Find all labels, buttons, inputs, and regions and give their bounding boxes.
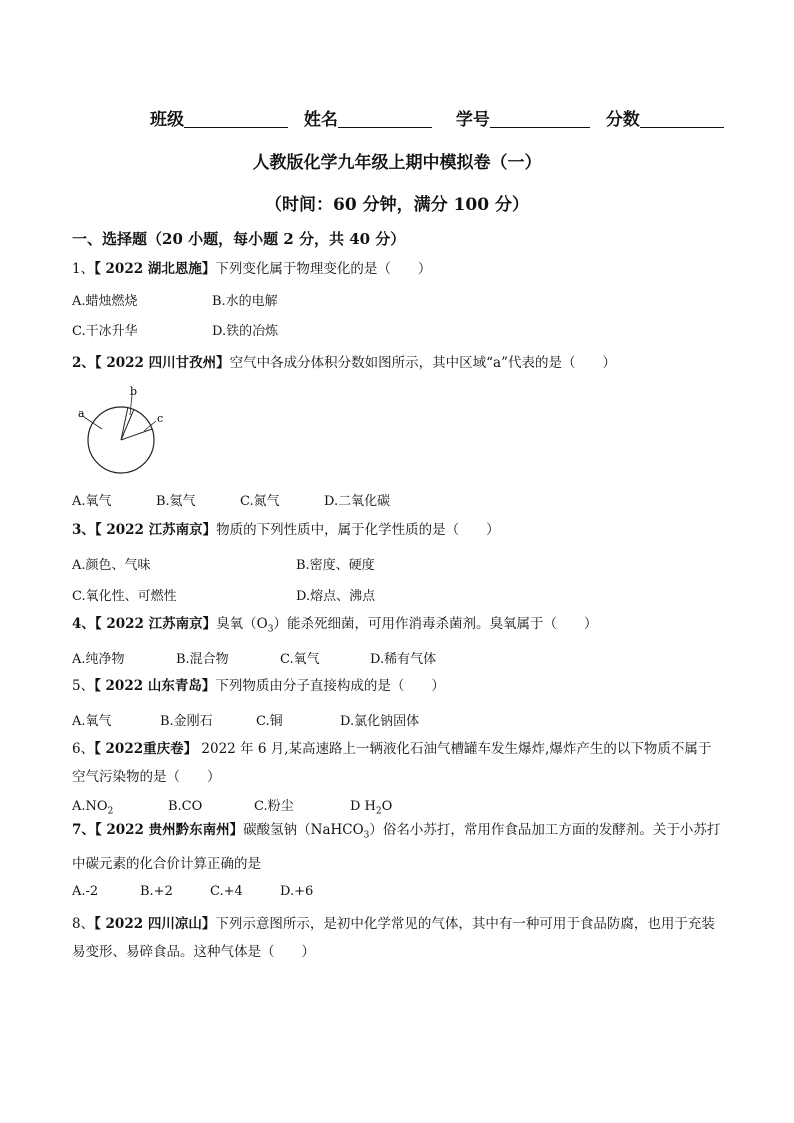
name-label: 姓名 [303,110,338,130]
question-stem: 空气中各成分体积分数如图所示，其中区域“a”代表的是（ ） [229,355,616,371]
option-a: A.-2 [72,884,99,899]
question-3 [72,516,732,544]
option-b: B.CO [168,799,203,814]
section-title: 一、选择题（20 小题，每小题 2 分，共 40 分） [72,230,406,248]
option-a-subscript: 2 [107,806,114,817]
option-a-text: A.NO [72,799,108,814]
name-blank [338,109,432,128]
option-b: B.水的电解 [212,294,278,309]
question-source: 【 2022 四川凉山】 [94,916,216,932]
question-stem-part-1: 臭氧（O [216,616,268,632]
option-d-text: D H [350,799,376,814]
question-7 [72,816,732,878]
option-c: C.氮气 [240,494,280,509]
option-a: A.颜色、气味 [72,558,151,573]
question-source: 【 2022 贵州黔东南州】 [94,822,244,838]
question-8 [72,910,732,966]
option-d-tail: O [381,799,393,814]
question-1-options-row-1 [72,290,278,309]
question-stem-line-1: 2022 年 6 月,某高速路上一辆液化石油气槽罐车发生爆炸,爆炸产生的以下物质不属于 [197,741,712,757]
question-source: 【 2022 四川甘孜州】 [94,355,230,371]
student-id-label: 学号 [455,110,490,130]
question-number: 1、 [72,261,95,277]
question-number: 6、 [72,741,95,757]
question-4-options [72,648,436,667]
class-field [150,105,288,130]
option-d: D.+6 [280,884,314,899]
subscript: 3 [267,624,274,635]
question-number: 4、 [72,616,95,632]
label-a-leader [84,417,102,429]
option-a: A.氧气 [72,494,112,509]
option-d: D.二氧化碳 [324,494,391,509]
score-label: 分数 [605,110,640,130]
question-5-options [72,710,419,729]
page-subtitle: （时间：60 分钟，满分 100 分） [265,195,529,215]
question-source: 【 2022 山东青岛】 [94,678,216,694]
option-c: C.铜 [256,714,283,729]
class-label: 班级 [150,110,184,130]
label-c: c [157,412,164,425]
option-c: C.氧化性、可燃性 [72,589,177,604]
question-source: 【 2022重庆卷】 [94,741,198,757]
question-stem-line-2: 中碳元素的化合价计算正确的是 [72,855,261,872]
pie-sector-line-1 [121,407,128,440]
name-field [304,105,432,130]
subscript: 3 [363,830,370,841]
option-b: B.+2 [140,884,173,899]
question-number: 7、 [72,822,95,838]
question-number: 3、 [72,522,95,538]
option-d [350,799,392,817]
pie-sector-line-2 [121,409,134,440]
class-blank [184,109,288,128]
question-stem: 下列物质由分子直接构成的是（ ） [215,678,445,694]
question-3-options-row-1 [72,554,375,573]
question-stem: 物质的下列性质中，属于化学性质的是（ ） [216,522,500,538]
option-d: D.铁的冶炼 [212,324,279,339]
score-blank [640,109,724,128]
option-b: B.混合物 [176,652,229,667]
option-c: C.粉尘 [254,799,294,814]
student-info-row [150,105,750,130]
question-2-options [72,490,390,509]
page-title: 人教版化学九年级上期中模拟卷（一） [252,153,542,173]
option-d: D.氯化钠固体 [340,714,420,729]
label-b-leader [130,395,132,415]
label-a: a [78,407,85,420]
student-id-field [456,105,590,130]
question-stem-part-2: ）俗名小苏打，常用作食品加工方面的发酵剂。关于小苏打 [369,822,721,838]
question-1-options-row-2 [72,320,278,339]
option-d-subscript: 2 [375,806,382,817]
option-a: A.氧气 [72,714,112,729]
option-a [72,799,168,817]
option-d: D.熔点、沸点 [296,589,376,604]
question-6-options [72,795,392,817]
question-3-options-row-2 [72,585,375,604]
option-b: B.金刚石 [160,714,213,729]
pie-sector-line-3 [121,429,152,440]
question-7-options [72,884,313,899]
option-b: B.密度、硬度 [296,558,375,573]
question-2 [72,349,732,377]
question-5 [72,672,732,700]
student-id-blank [490,109,590,128]
option-d: D.稀有气体 [370,652,437,667]
option-c: C.氧气 [280,652,320,667]
option-c: C.干冰升华 [72,324,138,339]
question-number: 5、 [72,678,95,694]
question-6 [72,735,732,791]
question-source: 【 2022 江苏南京】 [94,522,217,538]
air-composition-figure [74,385,174,480]
question-stem-line-1: 下列示意图所示，是初中化学常见的气体，其中有一种可用于食品防腐，也用于充装 [215,916,715,932]
option-b: B.氦气 [156,494,196,509]
option-a: A.纯净物 [72,652,125,667]
option-a: A.蜡烛燃烧 [72,294,138,309]
question-stem-part-2: ）能杀死细菌，可用作消毒杀菌剂。臭氧属于（ ） [273,616,598,632]
question-stem: 下列变化属于物理变化的是（ ） [215,261,432,277]
score-field [606,105,724,130]
question-4 [72,610,732,644]
question-number: 8、 [72,916,95,932]
question-number: 2、 [72,355,95,371]
question-stem-line-2: 易变形、易碎食品。这种气体是（ ） [72,944,315,960]
pie-diagram [74,385,174,480]
option-c: C.+4 [210,884,243,899]
question-stem-part-1: 碳酸氢钠（NaHCO [243,822,364,838]
question-source: 【 2022 湖北恩施】 [94,261,216,277]
question-stem-line-2: 空气污染物的是（ ） [72,769,221,785]
question-1 [72,255,732,283]
label-b: b [130,385,138,398]
question-source: 【 2022 江苏南京】 [94,616,217,632]
